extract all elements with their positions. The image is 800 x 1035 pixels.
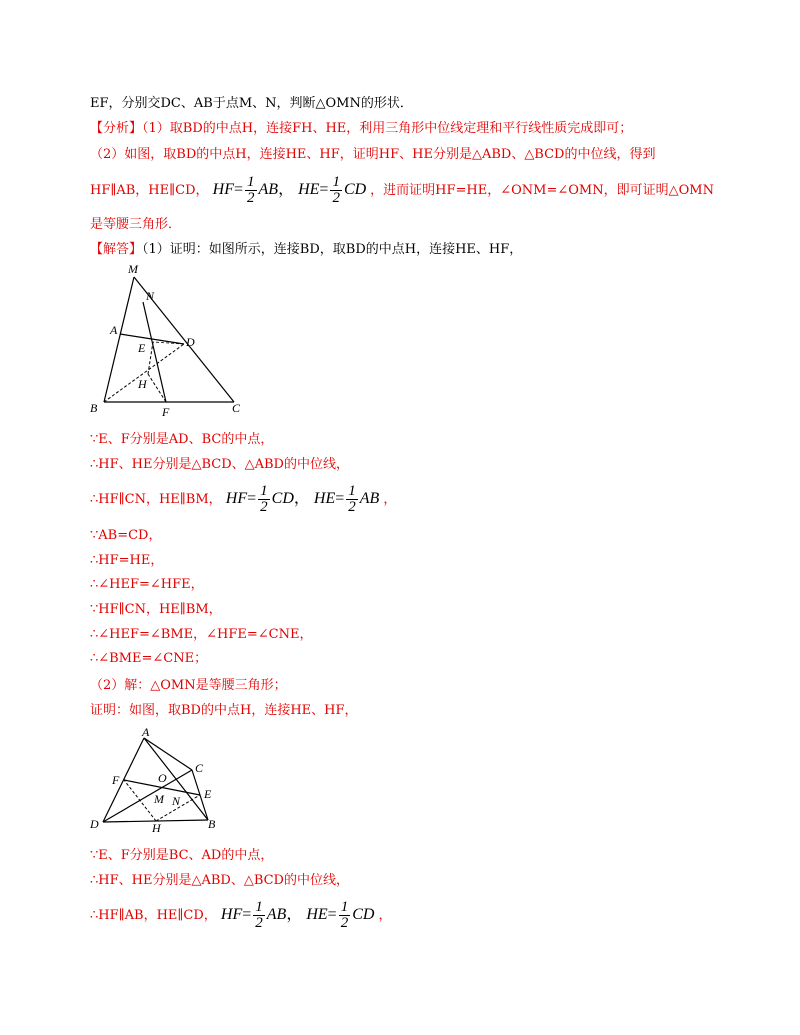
analysis-line <box>90 121 632 137</box>
eq-he-half-ab: HE= $\frac{1}{2}$ AB <box>313 482 380 515</box>
fig1-label-n: N <box>146 289 155 303</box>
figure-1-triangle <box>86 262 246 420</box>
part2-5a: ∴HF∥AB，HE∥CD， <box>90 908 217 923</box>
analysis-line-4: 是等腰三角形． <box>90 217 182 232</box>
fig2-label-h: H <box>152 821 161 835</box>
proof-line-7: ∵HF∥CN，HE∥BM， <box>90 602 222 617</box>
fig1-label-f: F <box>162 405 170 419</box>
answer-tag: 【解答】 <box>90 242 143 257</box>
fig1-label-a: A <box>110 323 118 337</box>
eq-hf-half-ab: HF= $\frac{1}{2}$ AB， <box>212 173 295 206</box>
text-line-1: EF，分别交DC、AB于点M、N，判断△OMN的形状． <box>90 96 413 111</box>
fig2-label-b: B <box>208 817 216 831</box>
fig2-label-m: M <box>154 792 164 806</box>
answer-line <box>90 242 522 258</box>
fig2-label-n: N <box>172 794 181 808</box>
proof-line-3: ∴HF∥CN，HE∥BM， HF= $\frac{1}{2}$ CD， HE= $\frac{1}{2}$ AB ， <box>90 482 397 515</box>
part2-line-3: ∵E、F分别是BC、AD的中点， <box>90 848 274 863</box>
proof-3a: ∴HF∥CN，HE∥BM， <box>90 492 222 507</box>
proof-line-5: ∴HF=HE， <box>90 553 164 568</box>
proof-line-1: ∵E、F分别是AD、BC的中点， <box>90 432 274 447</box>
part2-line-2: 证明：如图，取BD的中点H，连接HE、HF， <box>90 703 358 718</box>
proof-line-9: ∴∠BME=∠CNE； <box>90 651 208 666</box>
fig2-label-a: A <box>142 725 150 739</box>
fig2-label-d: D <box>90 817 99 831</box>
fig2-label-o: O <box>158 771 167 785</box>
part2-line-1: （2）解：△OMN是等腰三角形； <box>90 678 287 693</box>
eq-hf-half-ab-2: HF= $\frac{1}{2}$ AB， <box>220 898 303 931</box>
answer-text-1: （1）证明：如图所示，连接BD，取BD的中点H，连接HE、HF， <box>142 242 523 257</box>
eq-hf-half-cd: HF= $\frac{1}{2}$ CD， <box>225 482 310 515</box>
part2-line-5: ∴HF∥AB，HE∥CD， HF= $\frac{1}{2}$ AB， HE= $\frac{1}{2}$ CD ， <box>90 898 392 931</box>
proof-line-6: ∴∠HEF=∠HFE， <box>90 577 204 592</box>
part2-line-4: ∴HF、HE分别是△ABD、△BCD的中位线， <box>90 873 349 888</box>
fig1-label-c: C <box>232 401 241 415</box>
eq-he-half-cd-2: HE= $\frac{1}{2}$ CD <box>306 898 375 931</box>
analysis-line-3 <box>90 173 714 208</box>
fig2-label-f: F <box>112 773 120 787</box>
eq-he-half-cd: HE= $\frac{1}{2}$ CD <box>298 173 367 206</box>
analysis-line-2: （2）如图，取BD的中点H，连接HE、HF，证明HF、HE分别是△ABD、△BCD的中位线，得到 <box>90 147 656 162</box>
analysis-3b: ，进而证明HF=HE，∠ONM=∠OMN，即可证明△OMN <box>370 183 714 198</box>
fig1-label-e: E <box>138 341 146 355</box>
fig2-label-c: C <box>195 761 204 775</box>
analysis-3a: HF∥AB，HE∥CD， <box>90 183 209 198</box>
proof-line-4: ∵AB=CD， <box>90 528 162 543</box>
fig2-label-e: E <box>204 787 212 801</box>
fig1-label-m: M <box>128 262 138 276</box>
fig1-label-b: B <box>90 401 98 415</box>
proof-line-8: ∴∠HEF=∠BME，∠HFE=∠CNE， <box>90 627 313 642</box>
fig1-label-h: H <box>138 377 147 391</box>
proof-line-2: ∴HF、HE分别是△BCD、△ABD的中位线， <box>90 457 349 472</box>
analysis-tag: 【分析】 <box>90 121 143 136</box>
fig1-label-d: D <box>186 335 195 349</box>
analysis-text-1: （1）取BD的中点H，连接FH、HE，利用三角形中位线定理和平行线性质完成即可； <box>142 121 633 136</box>
figure-2-quadrilateral <box>88 724 228 836</box>
